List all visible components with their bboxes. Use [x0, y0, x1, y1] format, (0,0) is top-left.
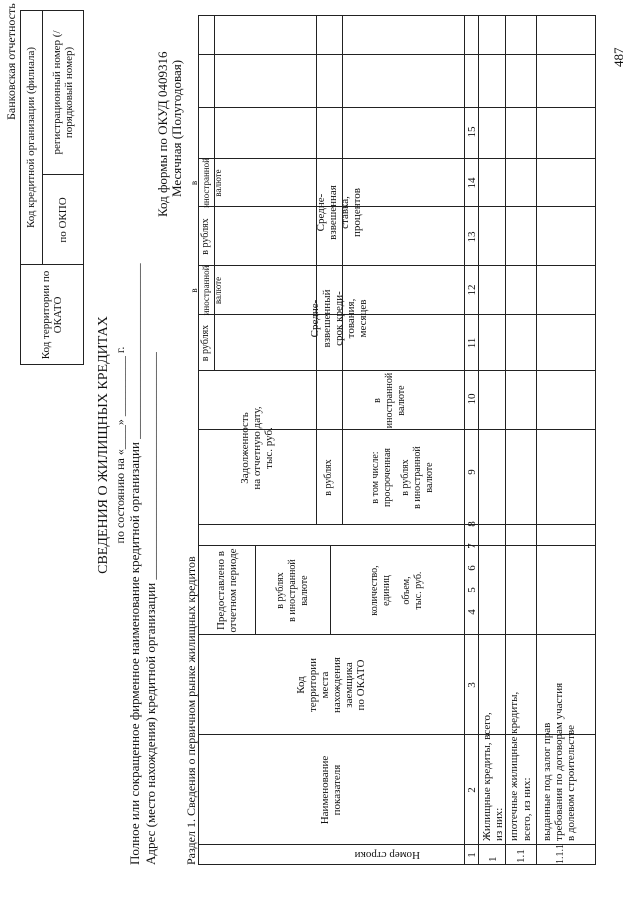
report-type-label: Банковская отчетность	[4, 3, 18, 120]
header-row-number: Номер строки	[354, 849, 420, 861]
colnum-2: 2	[466, 787, 478, 793]
header-debt: Задолженность на отчетную дату, тыс. руб.	[239, 406, 275, 490]
okud-code: Код формы по ОКУД 0409316	[155, 51, 170, 217]
colnum-10: 10	[466, 393, 478, 405]
col-line-13	[198, 54, 596, 55]
colnum-11: 11	[466, 337, 478, 349]
okpo-header: по ОКПО	[57, 197, 69, 243]
colnum-6: 6	[466, 565, 478, 571]
row-line-colnums	[464, 15, 465, 865]
row-3-number: 1.1.1	[555, 844, 566, 864]
header-rate-foreign: в иностранной валюте	[189, 158, 223, 208]
header-term-foreign: в иностранной валюте	[189, 265, 223, 316]
header-indicator: Наименование показателя	[319, 755, 343, 825]
header-debt-overdue: в том числе: просроченная в рублях в иностранной валюте	[370, 446, 435, 509]
row-2-label-line-2: всего, из них:	[521, 777, 533, 841]
colnum-9: 9	[466, 469, 478, 475]
header-debt-rub: в рублях	[323, 459, 334, 496]
org-address-field: Адрес (место нахождения) кредитной организации ___________________________________	[143, 352, 158, 865]
header-provided: Предоставлено в отчетном периоде	[214, 548, 239, 633]
colnum-4: 4	[466, 609, 478, 615]
colnum-12: 12	[466, 284, 478, 296]
header-term-rub: в рублях	[200, 324, 211, 362]
header-debt-foreign: в иностранной валюте	[372, 372, 407, 429]
header-provided-sub: в рублях в иностранной валюте	[274, 559, 310, 622]
org-full-name-field: Полное или сокращенное фирменное наименование кредитной организации ___________________________	[127, 263, 142, 865]
credit-org-code-header: Код кредитной организации (филиала)	[25, 46, 37, 229]
header-provided-measures: количество, единиц объем, тыс. руб.	[369, 565, 424, 616]
row-2-label-line-1: ипотечные жилищные кредиты,	[508, 691, 520, 841]
colnum-14: 14	[466, 177, 478, 189]
colnum-15: 15	[466, 126, 478, 138]
section-title: Раздел 1. Сведения о первичном рынке жилищных кредитов	[184, 556, 198, 865]
territory-code-header: Код территории по ОКАТО	[40, 270, 64, 360]
row-2-number: 1.1	[515, 849, 527, 863]
row-1-label-line-1: Жилищные кредиты, всего,	[481, 712, 493, 841]
page-number: 487	[611, 47, 626, 67]
document-title: СВЕДЕНИЯ О ЖИЛИЩНЫХ КРЕДИТАХ	[96, 316, 111, 574]
report-date-line: по состоянию на «____» __________ г.	[113, 346, 127, 544]
row-3-label-line-2: требования по договорам участия	[553, 682, 565, 841]
row-line-3	[536, 15, 537, 865]
header-territory: Код территории места нахождения заемщика по ОКАТО	[295, 657, 367, 713]
header-rate: Средне- взвешенная ставка, процентов	[315, 185, 363, 240]
row-1-number: 1	[487, 856, 499, 862]
colnum-13: 13	[466, 231, 478, 243]
row-line-1	[478, 15, 479, 865]
colnum-7: 7	[466, 543, 478, 549]
col-line-12	[198, 107, 596, 108]
row-line-2	[505, 15, 506, 865]
periodicity: Месячная (Полугодовая)	[169, 59, 184, 197]
header-term: Средне- взвешенный срок креди- тования, месяцев	[309, 289, 369, 348]
row-1-label-line-2: из них:	[493, 807, 505, 841]
colnum-3: 3	[466, 682, 478, 688]
header-rate-rub: в рублях	[200, 218, 211, 255]
colnum-1: 1	[466, 852, 478, 858]
row-3-label-line-1: выданные под залог прав	[541, 722, 553, 841]
colnum-8: 8	[466, 521, 478, 527]
colnum-5: 5	[466, 587, 478, 593]
reg-number-header: регистрационный номер (/порядковый номер)	[51, 30, 75, 155]
row-3-label-line-3: в долевом строительстве	[565, 725, 577, 841]
